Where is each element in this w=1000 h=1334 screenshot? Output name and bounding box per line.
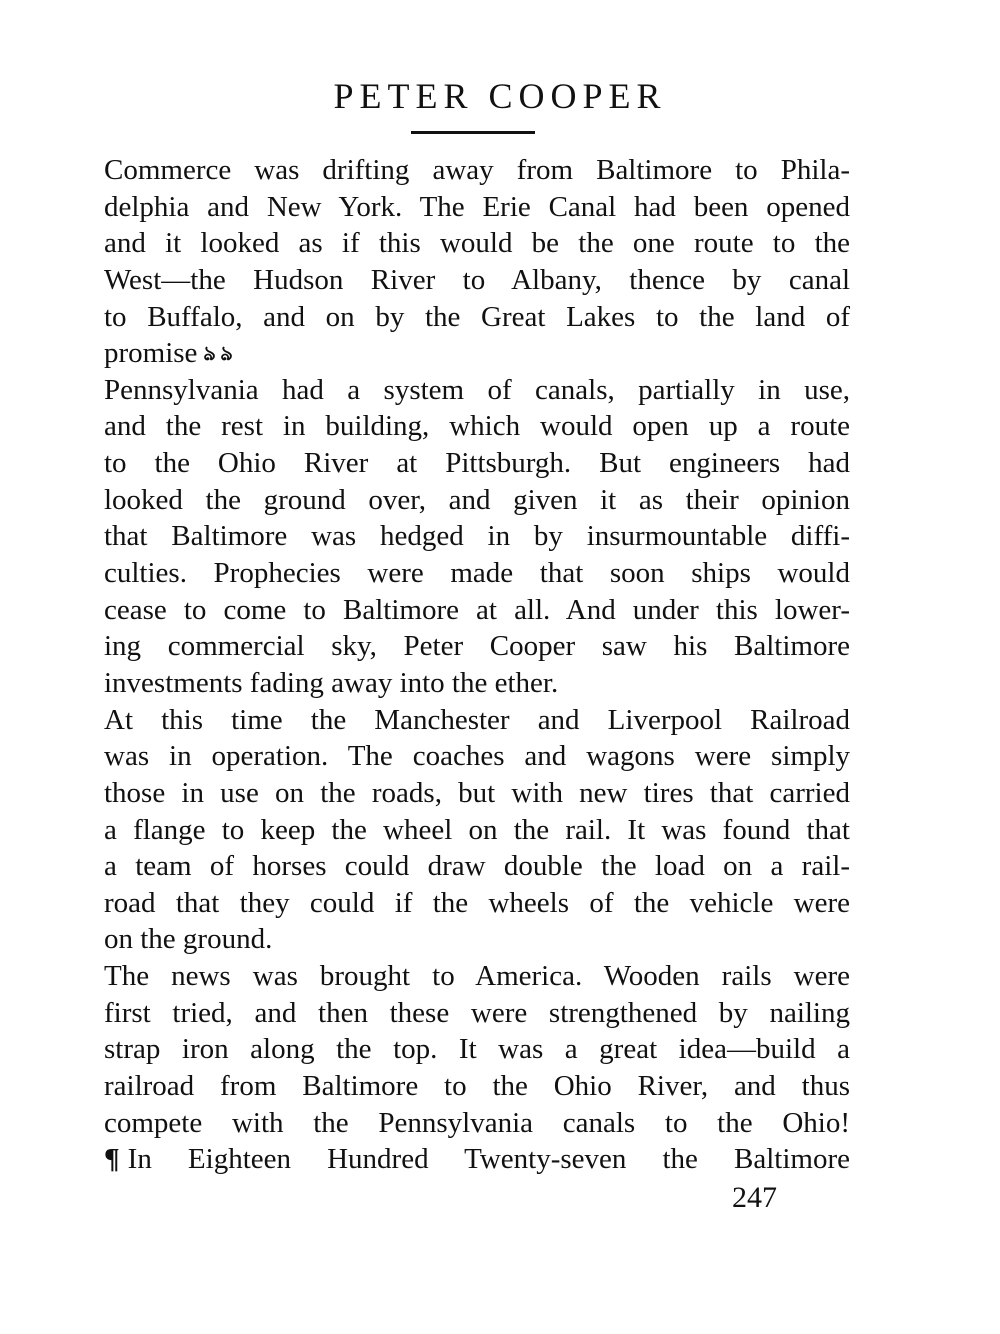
text-line-last — [104, 335, 850, 372]
pilcrow-icon: ¶ — [104, 1143, 120, 1176]
text-line-pilcrow — [104, 1141, 850, 1178]
body-text — [104, 152, 850, 1178]
text-line: to Buffalo, and on by the Great Lakes to the land of — [104, 300, 850, 333]
text-line: a flange to keep the wheel on the rail. It was found that — [104, 813, 850, 846]
text-line: was in operation. The coaches and wagons were simply — [104, 740, 850, 773]
text-line: to the Ohio River at Pittsburgh. But engineers had — [104, 447, 850, 480]
text-line: and the rest in building, which would open up a route — [104, 410, 850, 443]
text-line: strap iron along the top. It was a great idea—build a — [104, 1033, 850, 1066]
text-line: Pennsylvania had a system of canals, partially in use, — [104, 373, 850, 406]
text-line: road that they could if the wheels of the vehicle were — [104, 886, 850, 919]
text-line: compete with the Pennsylvania canals to the Ohio! — [104, 1106, 850, 1139]
text-line: cease to come to Baltimore at all. And under this lower- — [104, 593, 850, 626]
text-line: those in use on the roads, but with new tires that carried — [104, 776, 850, 809]
section-ornament-icon: ঌ ঌ — [203, 343, 233, 366]
text-line-words: In Eighteen Hundred Twenty-seven the Baltimore — [127, 1143, 850, 1176]
text-line: a team of horses could draw double the load on a rail- — [104, 850, 850, 883]
text-line: investments fading away into the ether. — [104, 666, 559, 699]
text-line: culties. Prophecies were made that soon ships would — [104, 557, 850, 590]
head-rule — [411, 131, 535, 134]
text-line: ing commercial sky, Peter Cooper saw his Baltimore — [104, 630, 850, 663]
text-line: West—the Hudson River to Albany, thence by canal — [104, 263, 850, 296]
page-number: 247 — [732, 1181, 777, 1214]
text-line: Commerce was drifting away from Baltimore to Phila- — [104, 154, 850, 186]
text-line: that Baltimore was hedged in by insurmountable diffi- — [104, 520, 850, 553]
text-line: first tried, and then these were strengthened by nailing — [104, 996, 850, 1029]
text-line: The news was brought to America. Wooden rails were — [104, 960, 850, 993]
text-line: looked the ground over, and given it as their opinion — [104, 483, 850, 516]
text-line: At this time the Manchester and Liverpool Railroad — [104, 703, 850, 736]
text-line: railroad from Baltimore to the Ohio River, and thus — [104, 1070, 850, 1103]
text-line-words: promise — [104, 337, 198, 370]
running-head: PETER COOPER — [333, 76, 667, 116]
text-line: on the ground. — [104, 923, 273, 956]
text-line: delphia and New York. The Erie Canal had been opened — [104, 190, 850, 223]
text-line: and it looked as if this would be the one route to the — [104, 227, 850, 260]
